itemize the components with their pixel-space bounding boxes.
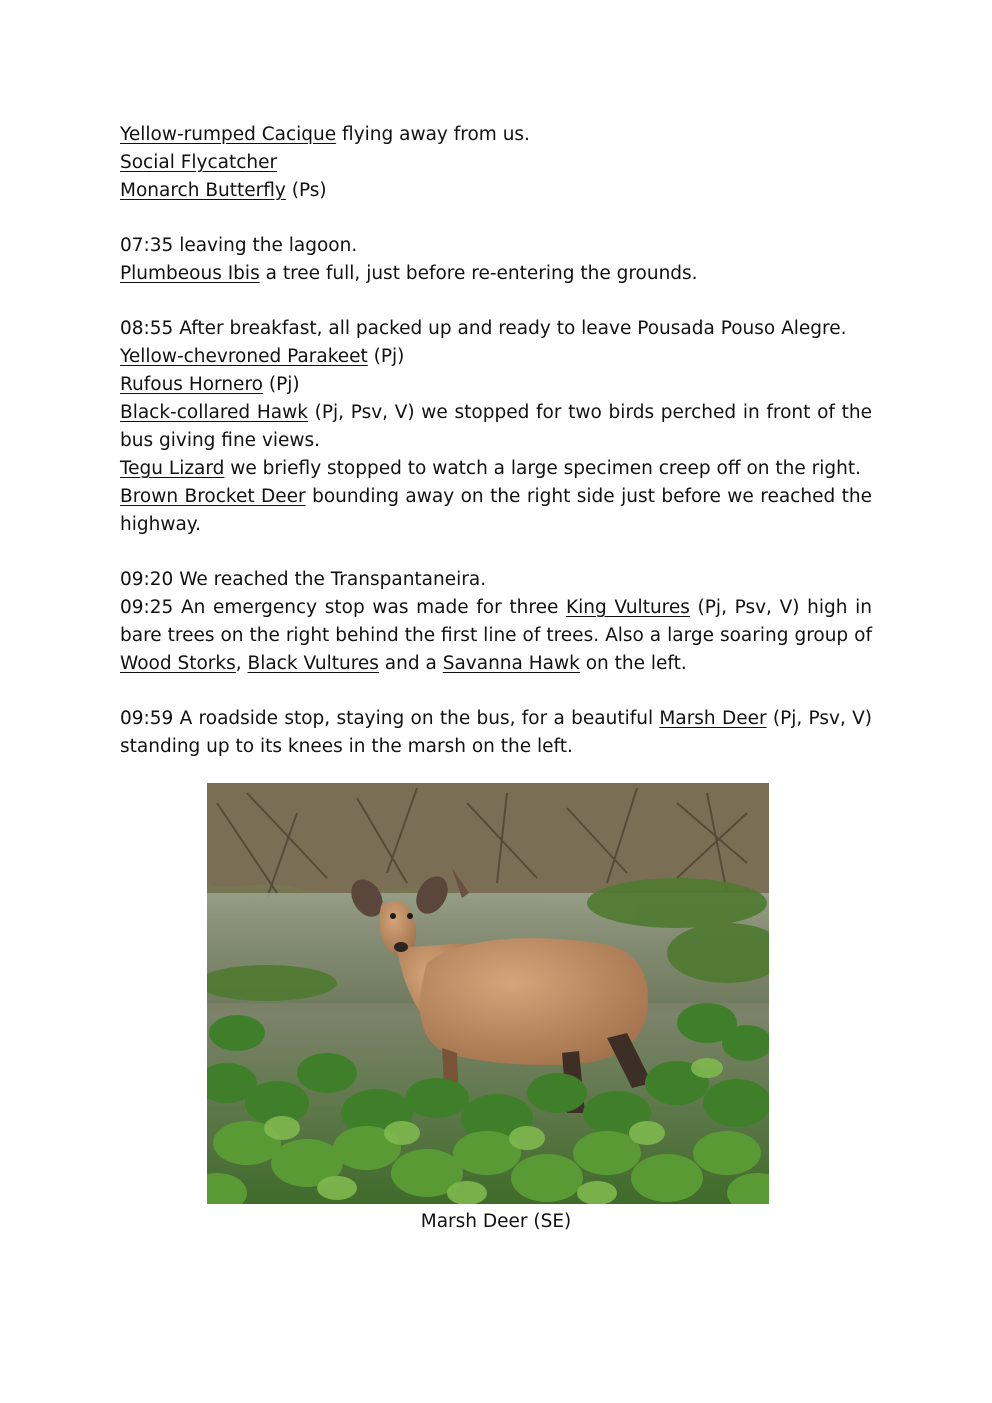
species-name: Wood Storks	[120, 653, 236, 674]
photo-illustration	[207, 783, 769, 1204]
sighting-note: (Pj)	[367, 346, 405, 367]
species-name: Yellow-chevroned Parakeet	[120, 346, 368, 367]
entry-text: ,	[235, 653, 248, 674]
sighting-line	[120, 455, 872, 483]
entry-text: on the left.	[579, 653, 687, 674]
species-name: Monarch Butterfly	[120, 180, 286, 201]
species-name: Yellow-rumped Cacique	[120, 124, 337, 145]
species-name: Plumbeous Ibis	[120, 263, 260, 284]
species-name: Rufous Hornero	[120, 374, 263, 395]
sighting-note: we briefly stopped to watch a large specimen creep off on the right.	[224, 458, 861, 479]
sighting-note: (Pj, Psv, V) we stopped for two birds perched in front of the bus giving fine views.	[120, 402, 872, 451]
entry-text: (Pj, Psv, V) standing up to its knees in the marsh on the left.	[120, 708, 872, 757]
sighting-line	[120, 177, 872, 205]
marsh-deer-photo	[207, 783, 769, 1204]
sighting-line	[120, 399, 872, 455]
entry-text: (Pj, Psv, V) high in bare trees on the right behind the first line of trees. Also a large soaring group of	[120, 597, 872, 646]
species-name: Brown Brocket Deer	[120, 486, 306, 507]
sighting-line	[120, 260, 872, 288]
document-body	[120, 121, 872, 761]
sighting-line	[120, 371, 872, 399]
entry-text: 09:59 A roadside stop, staying on the bus, for a beautiful	[120, 708, 660, 729]
sighting-line	[120, 149, 872, 177]
roadside-stop-entry	[120, 705, 872, 761]
sighting-line	[120, 483, 872, 539]
sighting-note: a tree full, just before re-entering the grounds.	[259, 263, 698, 284]
sighting-line	[120, 121, 872, 149]
species-name: Marsh Deer	[659, 708, 767, 729]
entry-text: 09:25 An emergency stop was made for three	[120, 597, 567, 618]
species-name: Black-collared Hawk	[120, 402, 308, 423]
sighting-line	[120, 343, 872, 371]
time-entry: 07:35 leaving the lagoon.	[120, 235, 358, 256]
sighting-note: (Pj)	[262, 374, 300, 395]
species-name: Savanna Hawk	[442, 653, 580, 674]
species-name: Black Vultures	[247, 653, 379, 674]
entry-text: and a	[378, 653, 443, 674]
species-name: King Vultures	[566, 597, 690, 618]
emergency-stop-entry	[120, 594, 872, 678]
time-entry: 08:55 After breakfast, all packed up and ready to leave Pousada Pouso Alegre.	[120, 318, 847, 339]
photo-caption: Marsh Deer (SE)	[420, 1211, 572, 1232]
species-name: Tegu Lizard	[120, 458, 225, 479]
sighting-note: flying away from us.	[336, 124, 530, 145]
species-name: Social Flycatcher	[120, 152, 278, 173]
sighting-note: bounding away on the right side just before we reached the highway.	[120, 486, 872, 535]
sighting-note: (Ps)	[285, 180, 327, 201]
time-entry: 09:20 We reached the Transpantaneira.	[120, 569, 487, 590]
